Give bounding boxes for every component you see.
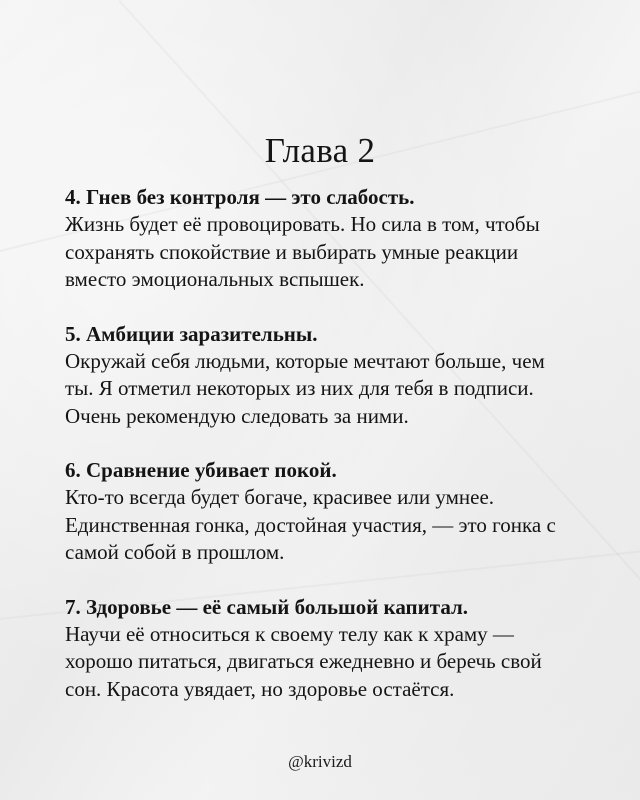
section-body bbox=[65, 621, 585, 704]
body-line: ты. Я отметил некоторых из них для тебя в подписи. bbox=[65, 376, 534, 400]
section-4 bbox=[65, 184, 585, 294]
chapter-title: Глава 2 bbox=[264, 131, 376, 171]
section-heading: 7. Здоровье — её самый большой капитал. bbox=[65, 594, 469, 619]
body-line: хорошо питаться, двигаться ежедневно и беречь свой bbox=[65, 649, 542, 673]
section-heading: 4. Гнев без контроля — это слабость. bbox=[65, 185, 415, 209]
section-body bbox=[65, 211, 585, 294]
section-body bbox=[65, 484, 585, 567]
section-heading: 6. Сравнение убивает покой. bbox=[65, 458, 337, 482]
section-7 bbox=[65, 594, 585, 704]
body-line: Жизнь будет её провоцировать. Но сила в том, чтобы bbox=[65, 212, 540, 236]
content bbox=[65, 184, 585, 730]
body-line: сон. Красота увядает, но здоровье остаётся. bbox=[65, 676, 455, 701]
body-line: Научи её относиться к своему телу как к храму — bbox=[65, 621, 514, 646]
section-5 bbox=[65, 321, 585, 431]
body-line: вместо эмоциональных вспышек. bbox=[65, 267, 365, 291]
author-handle: @krivizd bbox=[288, 752, 352, 771]
section-body bbox=[65, 348, 585, 431]
body-line: самой собой в прошлом. bbox=[65, 540, 285, 564]
body-line: Единственная гонка, достойная участия, — это гонка с bbox=[65, 512, 556, 537]
body-line: Окружай себя людьми, которые мечтают больше, чем bbox=[65, 348, 545, 373]
body-line: сохранять спокойствие и выбирать умные реакции bbox=[65, 239, 519, 264]
body-line: Очень рекомендую следовать за ними. bbox=[65, 403, 409, 428]
section-heading: 5. Амбиции заразительны. bbox=[65, 321, 318, 346]
body-line: Кто-то всегда будет богаче, красивее или умнее. bbox=[65, 485, 495, 509]
section-6 bbox=[65, 457, 585, 567]
